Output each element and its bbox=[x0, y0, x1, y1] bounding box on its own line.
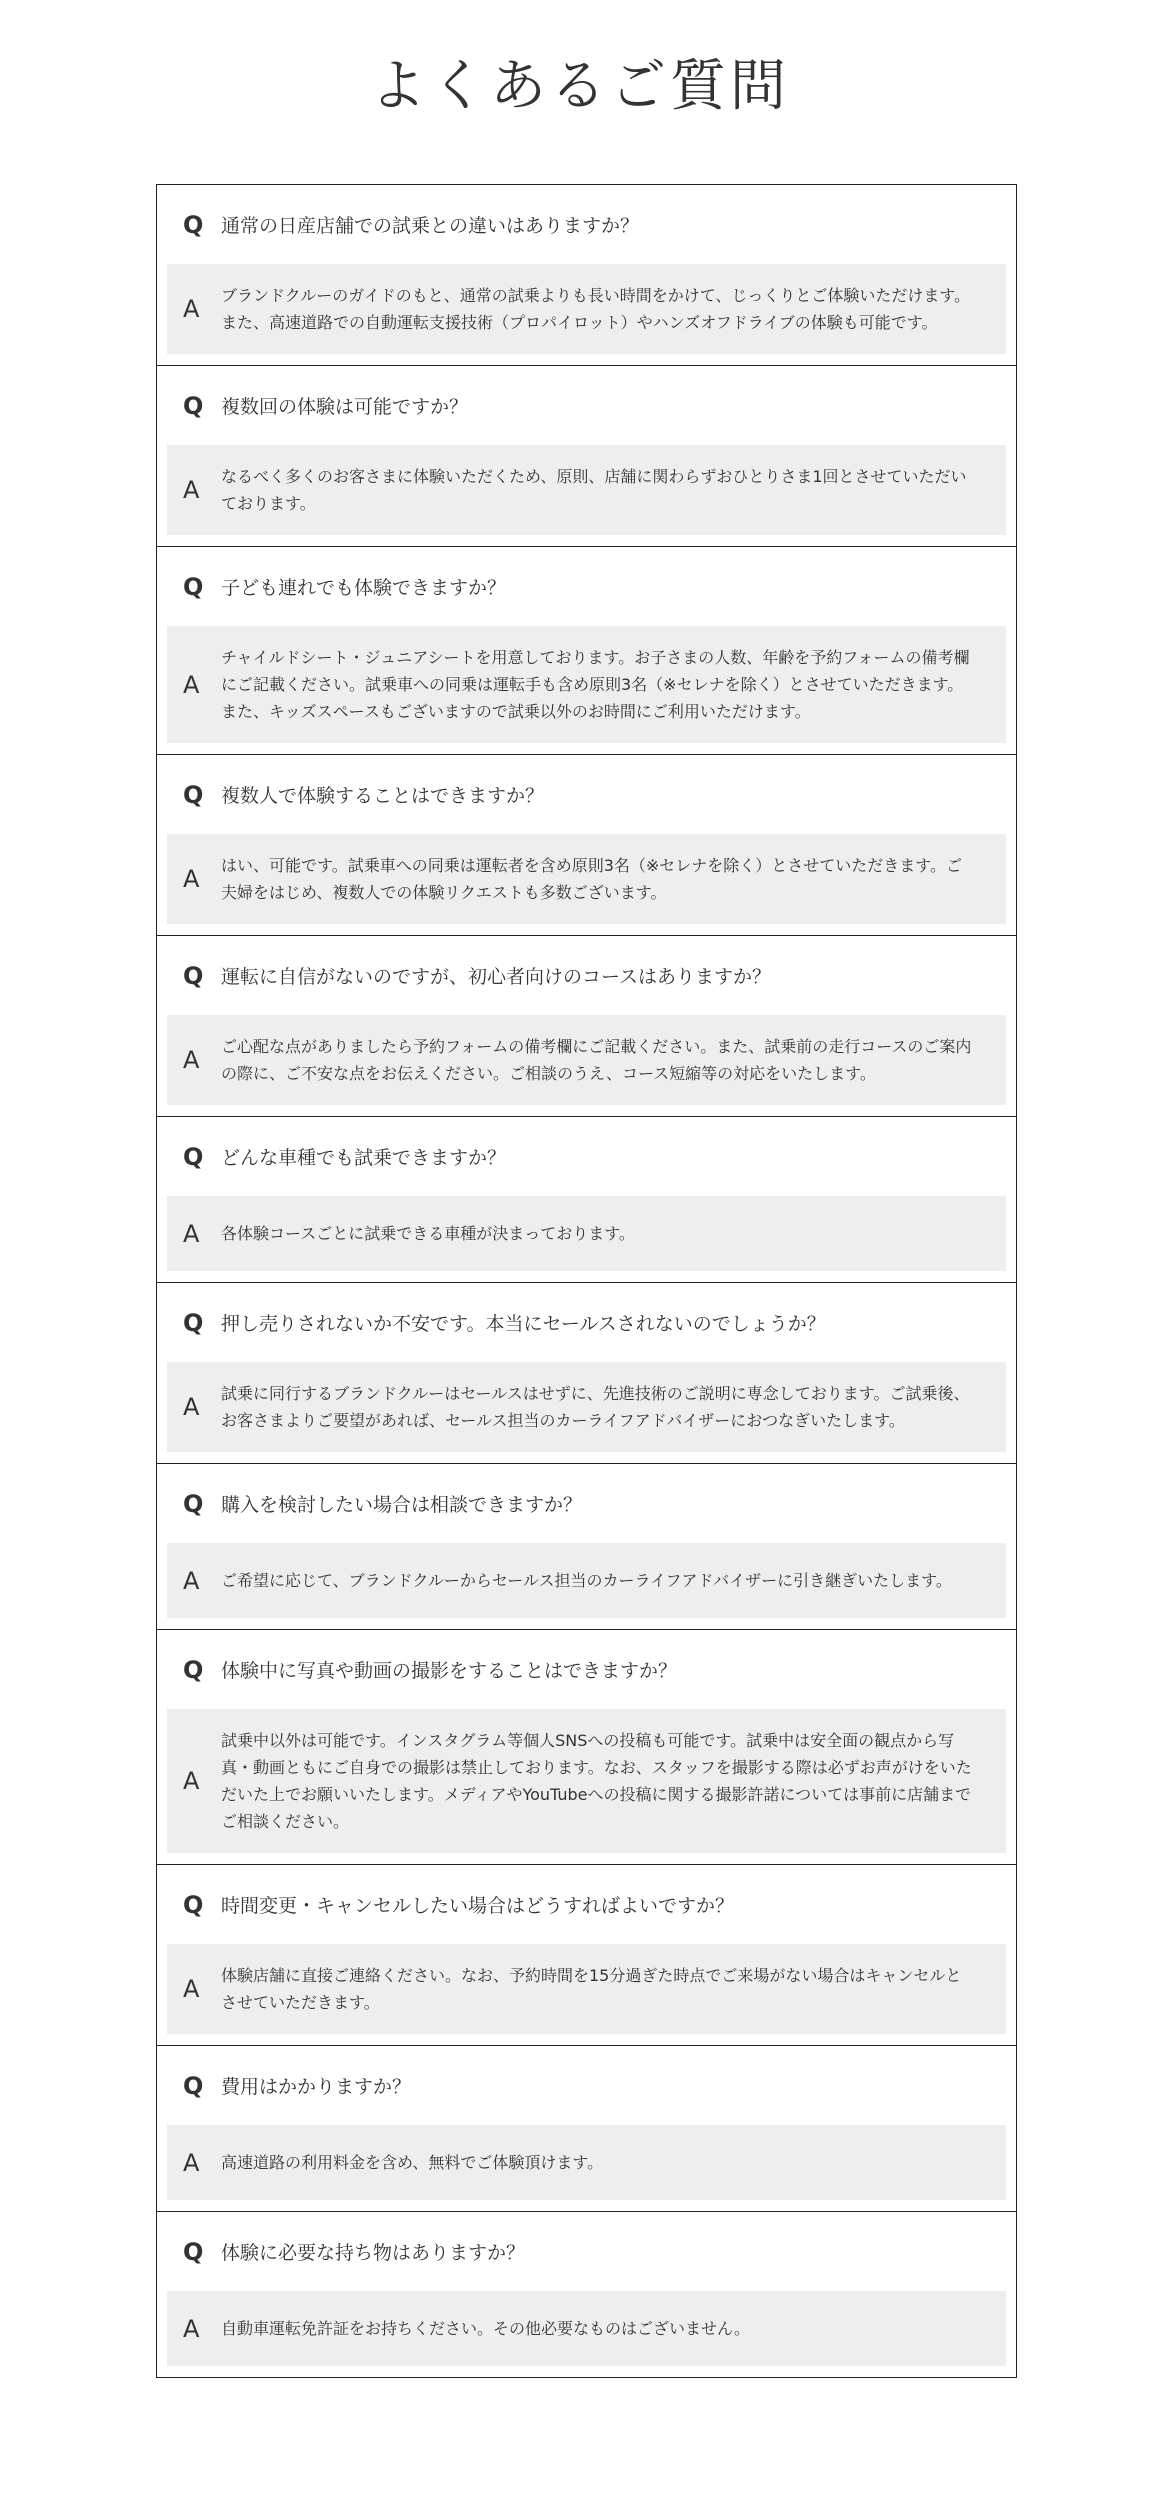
faq-item bbox=[157, 1865, 1016, 2046]
answer-mark-label: A bbox=[183, 670, 200, 699]
answer-text: はい、可能です。試乗車への同乗は運転者を含め原則3名（※セレナを除く）とさせていただきます。ご夫婦をはじめ、複数人での体験リクエストも多数ございます。 bbox=[221, 856, 963, 902]
faq-item bbox=[157, 1464, 1016, 1630]
faq-list bbox=[156, 184, 1017, 2378]
faq-question bbox=[167, 547, 1006, 626]
question-mark-label: Q bbox=[183, 391, 204, 420]
answer-mark-label: A bbox=[183, 1975, 200, 2003]
answer-text: 自動車運転免許証をお持ちください。その他必要なものはございません。 bbox=[221, 2319, 750, 2338]
question-mark-label: Q bbox=[183, 961, 204, 990]
faq-item bbox=[157, 936, 1016, 1117]
faq-item bbox=[157, 1117, 1016, 1283]
question-text: 運転に自信がないのですが、初心者向けのコースはありますか？ bbox=[221, 966, 772, 988]
question-mark-label: Q bbox=[183, 1308, 204, 1337]
answer-mark-label: A bbox=[183, 1566, 200, 1595]
answer-text: 体験店舗に直接ご連絡ください。なお、予約時間を15分過ぎた時点でご来場がない場合はキャンセルとさせていただきます。 bbox=[221, 1966, 962, 2012]
question-text: 時間変更・キャンセルしたい場合はどうすればよいですか？ bbox=[221, 1895, 735, 1917]
answer-text: チャイルドシート・ジュニアシートを用意しております。お子さまの人数、年齢を予約フォームの備考欄にご記載ください。試乗車への同乗は運転手も含め原則3名（※セレナを除く）とさせていただきます。また、キッズスペースもございますので試乗以外のお時間にご利用いただけます。 bbox=[221, 648, 970, 721]
answer-text: 試乗中以外は可能です。インスタグラム等個人SNSへの投稿も可能です。試乗中は安全面の観点から写真・動画ともにご自身での撮影は禁止しております。なお、スタッフを撮影する際は必ずお声がけをいただいた上でお願いいたします。メディアやYouTubeへの投稿に関する撮影許諾については事前に店舗までご相談ください。 bbox=[221, 1731, 972, 1831]
faq-question bbox=[167, 1117, 1006, 1196]
faq-question bbox=[167, 1630, 1006, 1709]
faq-item bbox=[157, 366, 1016, 547]
answer-mark-label: A bbox=[183, 2314, 200, 2343]
question-mark-label: Q bbox=[183, 780, 204, 809]
faq-item bbox=[157, 547, 1016, 755]
question-text: 複数人で体験することはできますか？ bbox=[221, 785, 545, 807]
faq-question bbox=[167, 2046, 1006, 2125]
faq-question bbox=[167, 366, 1006, 445]
answer-mark-label: A bbox=[183, 1046, 200, 1074]
faq-question bbox=[167, 755, 1006, 834]
question-text: 押し売りされないか不安です。本当にセールスされないのでしょうか？ bbox=[221, 1313, 826, 1335]
faq-answer bbox=[167, 1015, 1006, 1105]
faq-answer bbox=[167, 626, 1006, 743]
answer-mark-label: A bbox=[183, 1767, 200, 1795]
answer-text: ブランドクルーのガイドのもと、通常の試乗よりも長い時間をかけて、じっくりとご体験いただけます。また、高速道路での自動運転支援技術（プロパイロット）やハンズオフドライブの体験も可能です。 bbox=[221, 286, 971, 332]
answer-text: ご心配な点がありましたら予約フォームの備考欄にご記載ください。また、試乗前の走行コースのご案内の際に、ご不安な点をお伝えください。ご相談のうえ、コース短縮等の対応をいたします。 bbox=[221, 1037, 972, 1083]
question-mark-label: Q bbox=[183, 210, 204, 239]
answer-text: なるべく多くのお客さまに体験いただくため、原則、店舗に関わらずおひとりさま1回とさせていただいております。 bbox=[221, 467, 967, 513]
faq-item bbox=[157, 185, 1016, 366]
question-mark-label: Q bbox=[183, 572, 204, 601]
answer-mark-label: A bbox=[183, 2148, 200, 2177]
answer-text: 高速道路の利用料金を含め、無料でご体験頂けます。 bbox=[221, 2153, 604, 2172]
question-mark-label: Q bbox=[183, 2237, 204, 2266]
faq-answer bbox=[167, 1543, 1006, 1618]
answer-mark-label: A bbox=[183, 1393, 200, 1421]
answer-mark-label: A bbox=[183, 865, 200, 893]
question-mark-label: Q bbox=[183, 1142, 204, 1171]
question-mark-label: Q bbox=[183, 1489, 204, 1518]
question-mark-label: Q bbox=[183, 2071, 204, 2100]
answer-text: ご希望に応じて、ブランドクルーからセールス担当のカーライフアドバイザーに引き継ぎいたします。 bbox=[221, 1571, 952, 1590]
question-mark-label: Q bbox=[183, 1655, 204, 1684]
faq-answer bbox=[167, 1196, 1006, 1271]
faq-answer bbox=[167, 445, 1006, 535]
question-text: 購入を検討したい場合は相談できますか？ bbox=[221, 1494, 583, 1516]
question-text: 体験に必要な持ち物はありますか？ bbox=[221, 2242, 526, 2264]
faq-answer bbox=[167, 2291, 1006, 2366]
faq-item bbox=[157, 755, 1016, 936]
faq-question bbox=[167, 2212, 1006, 2291]
faq-item bbox=[157, 1283, 1016, 1464]
faq-answer bbox=[167, 834, 1006, 924]
faq-question bbox=[167, 1865, 1006, 1944]
faq-answer bbox=[167, 1944, 1006, 2034]
question-text: どんな車種でも試乗できますか？ bbox=[221, 1147, 507, 1169]
page-title: よくあるご質問 bbox=[370, 54, 790, 119]
answer-mark-label: A bbox=[183, 1219, 200, 1248]
faq-item bbox=[157, 2212, 1016, 2377]
answer-text: 各体験コースごとに試乗できる車種が決まっております。 bbox=[221, 1224, 635, 1243]
faq-answer bbox=[167, 1362, 1006, 1452]
faq-question bbox=[167, 185, 1006, 264]
question-text: 複数回の体験は可能ですか？ bbox=[221, 396, 469, 418]
faq-question bbox=[167, 1283, 1006, 1362]
question-text: 費用はかかりますか？ bbox=[221, 2076, 412, 2098]
faq-answer bbox=[167, 1709, 1006, 1853]
question-mark-label: Q bbox=[183, 1890, 204, 1919]
faq-item bbox=[157, 1630, 1016, 1865]
question-text: 通常の日産店舗での試乗との違いはありますか？ bbox=[221, 215, 640, 237]
answer-text: 試乗に同行するブランドクルーはセールスはせずに、先進技術のご説明に専念しております。ご試乗後、お客さまよりご要望があれば、セールス担当のカーライフアドバイザーにおつなぎいたします。 bbox=[221, 1384, 970, 1430]
question-text: 体験中に写真や動画の撮影をすることはできますか？ bbox=[221, 1660, 678, 1682]
faq-answer bbox=[167, 264, 1006, 354]
faq-answer bbox=[167, 2125, 1006, 2200]
answer-mark-label: A bbox=[183, 476, 200, 504]
faq-question bbox=[167, 936, 1006, 1015]
faq-item bbox=[157, 2046, 1016, 2212]
question-text: 子ども連れでも体験できますか？ bbox=[221, 577, 507, 599]
faq-question bbox=[167, 1464, 1006, 1543]
answer-mark-label: A bbox=[183, 295, 200, 323]
